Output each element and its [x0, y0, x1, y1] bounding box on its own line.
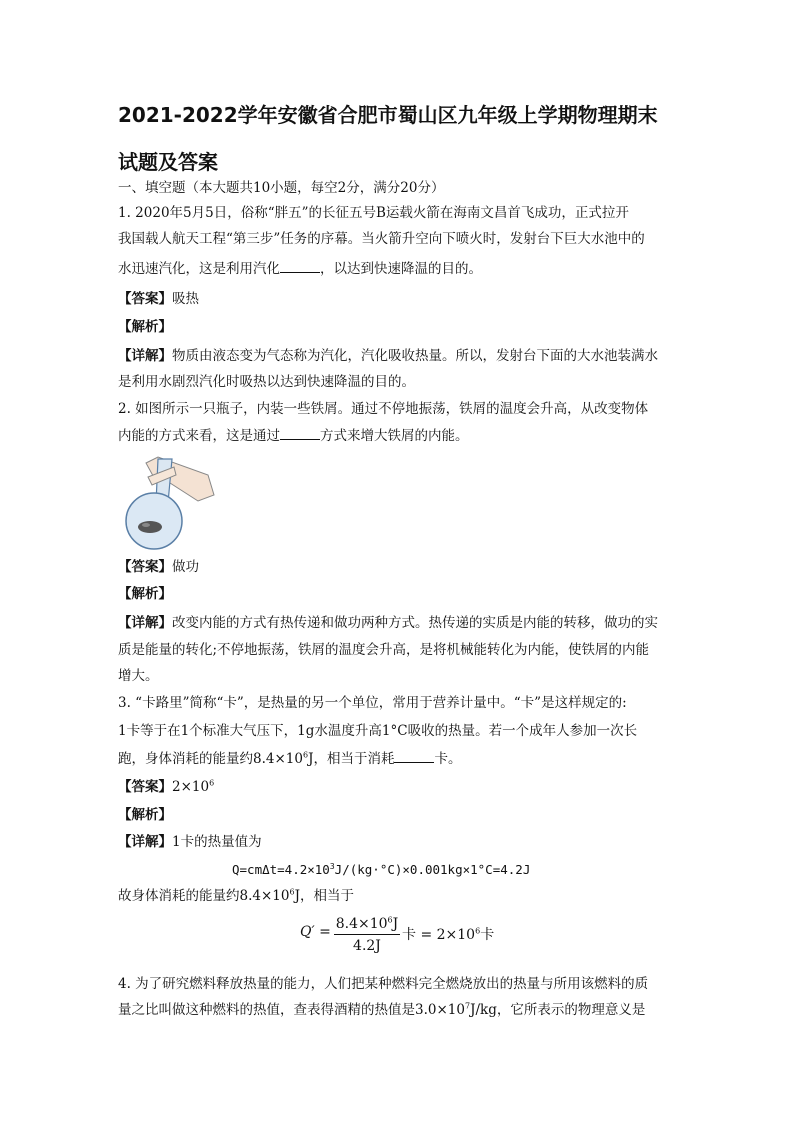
q2-detail-line-2: 质是能量的转化;不停地振荡，铁屑的温度会升高，是将机械能转化为内能，使铁屑的内能 — [118, 642, 650, 658]
fraction-denominator: 4.2J — [353, 938, 381, 954]
q1-line-2: 我国载人航天工程“第三步”任务的序幕。当火箭升空向下喷火时，发射台下巨大水池中的 — [118, 231, 645, 247]
q3-detail-line-1: 【详解】1卡的热量值为 — [118, 834, 262, 850]
q3-fraction-formula — [300, 914, 520, 958]
document-title — [118, 92, 698, 186]
q2-line-2: 内能的方式来看，这是通过 方式来增大铁屑的内能。 — [118, 424, 688, 449]
q2-detail-line-3: 增大。 — [118, 668, 159, 684]
q3-line-2: 1卡等于在1个标准大气压下，1g水温度升高1°C吸收的热量。若一个成年人参加一次长 — [118, 723, 638, 739]
q1-line-1: 1. 2020年5月5日，俗称“胖五”的长征五号B运载火箭在海南文昌首飞成功，正式拉开 — [118, 205, 629, 221]
q3-answer-blank — [394, 748, 434, 763]
q3-line-1: 3. “卡路里”简称“卡”，是热量的另一个单位，常用于营养计量中。“卡”是这样规定的: — [118, 695, 627, 711]
q3-detail-line-2: 故身体消耗的能量约$8.4\times 10^6J$，相当于 — [118, 887, 354, 904]
q1-answer: 【答案】吸热 — [118, 291, 199, 307]
title-line-1: 2021-2022学年安徽省合肥市蜀山区九年级上学期物理期末 — [118, 103, 658, 127]
q1-answer-blank — [280, 258, 320, 273]
q1-detail-line-1: 【详解】物质由液态变为气态称为汽化，汽化吸收热量。所以，发射台下面的大水池装满水 — [118, 348, 658, 364]
q4-line-2: 量之比叫做这种燃料的热值，查表得酒精的热值是$3.0\times 10^7J/kg$，它所表示的物理意义是 — [118, 1001, 646, 1018]
q2-answer: 【答案】做功 — [118, 559, 199, 575]
q2-line-1: 2. 如图所示一只瓶子，内装一些铁屑。通过不停地振荡，铁屑的温度会升高，从改变物体 — [118, 401, 649, 417]
q4-line-1: 4. 为了研究燃料释放热量的能力，人们把某种燃料完全燃烧放出的热量与所用该燃料的质 — [118, 976, 649, 992]
section-heading: 一、填空题（本大题共10小题，每空2分，满分20分） — [118, 180, 445, 196]
q2-detail-line-1: 【详解】改变内能的方式有热传递和做功两种方式。热传递的实质是内能的转移，做功的实 — [118, 615, 658, 631]
q2-analysis-tag: 【解析】 — [118, 586, 172, 602]
q3-analysis-tag: 【解析】 — [118, 807, 172, 823]
fraction-numerator: $8.4\times 10^6J$ — [334, 914, 400, 935]
q3-formula-heat: $Q=cm\Delta t=4.2\times 10^3J/(kg\cdot^\circ C)\times 0.001kg\times 1^\circ C=4.2J$ — [232, 861, 531, 877]
q1-line-3: 水迅速汽化，这是利用汽化 ，以达到快速降温的目的。 — [118, 257, 688, 282]
fraction — [334, 914, 400, 957]
title-line-2: 试题及答案 — [118, 150, 218, 174]
q1-analysis-tag: 【解析】 — [118, 319, 172, 335]
fraction-lhs: Q′ = — [300, 924, 331, 940]
fraction-rhs: 卡 = $2\times 10^6$卡 — [402, 926, 495, 943]
q3-answer: 【答案】$2\times 10^6$ — [118, 778, 215, 795]
answer-tag: 【答案】 — [118, 291, 172, 307]
flask-shaking-illustration — [118, 455, 218, 551]
q2-answer-blank — [280, 425, 320, 440]
q3-line-3: 跑，身体消耗的能量约$8.4\times 10^6J$，相当于消耗 卡。 — [118, 747, 688, 772]
q1-detail-line-2: 是利用水剧烈汽化时吸热以达到快速降温的目的。 — [118, 374, 415, 390]
